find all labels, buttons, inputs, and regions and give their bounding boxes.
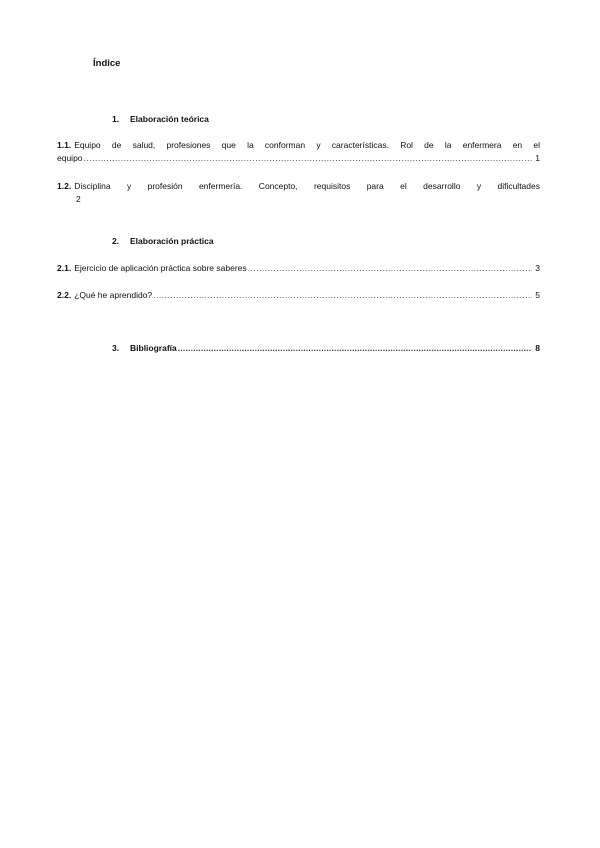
toc-entry-2-2[interactable] — [57, 289, 540, 302]
dot-leader — [248, 262, 533, 275]
toc-entry-text-line — [57, 180, 540, 193]
section-title: Elaboración práctica — [130, 236, 214, 246]
toc-entry-leader-line — [57, 262, 540, 275]
toc-entry-bibliography[interactable] — [112, 343, 540, 353]
toc-entry-2-1[interactable] — [57, 262, 540, 275]
section-number: 1. — [112, 114, 120, 124]
dot-leader — [84, 152, 533, 165]
toc-entry-number: 2.1. — [57, 263, 72, 273]
section-title: Bibliografía — [130, 343, 177, 353]
toc-page-number: 8 — [535, 343, 540, 353]
section-title: Elaboración teórica — [130, 114, 209, 124]
dot-leader — [153, 289, 532, 302]
toc-entry-number: 2.2. — [57, 290, 72, 300]
toc-entry-leader-line — [57, 289, 540, 302]
toc-entry-number: 1.1. — [57, 140, 72, 150]
dot-leader — [178, 343, 533, 353]
section-number: 2. — [112, 236, 120, 246]
section-number: 3. — [112, 343, 120, 353]
toc-page-number: 5 — [535, 290, 540, 300]
toc-entry-title-continued: equipo — [57, 153, 83, 163]
toc-entry-title: Disciplina y profesión enfermería. Concepto, requisitos para el desarrollo y dificultades — [74, 181, 540, 191]
toc-entry-1-1[interactable] — [57, 139, 540, 165]
toc-entry-1-2[interactable] — [57, 180, 540, 206]
toc-entry-title: ¿Qué he aprendido? — [74, 290, 153, 300]
toc-page-number: 3 — [535, 263, 540, 273]
toc-entry-number: 1.2. — [57, 181, 72, 191]
section-heading-2 — [112, 236, 214, 246]
toc-page-number: 1 — [535, 153, 540, 163]
toc-entry-leader-line — [57, 152, 540, 165]
toc-entry-title: Equipo de salud, profesiones que la conforman y características. Rol de la enfermera en el — [74, 140, 540, 150]
toc-entry-title: Ejercicio de aplicación práctica sobre saberes — [74, 263, 247, 273]
toc-page-number: 2 — [76, 194, 81, 204]
toc-entry-text — [57, 289, 152, 302]
index-title: Índice — [93, 58, 121, 69]
toc-entry-text — [112, 343, 177, 353]
toc-entry-leader-line — [112, 343, 540, 353]
section-heading-1 — [112, 114, 209, 124]
toc-entry-text — [57, 262, 247, 275]
toc-entry-text-line — [57, 139, 540, 152]
